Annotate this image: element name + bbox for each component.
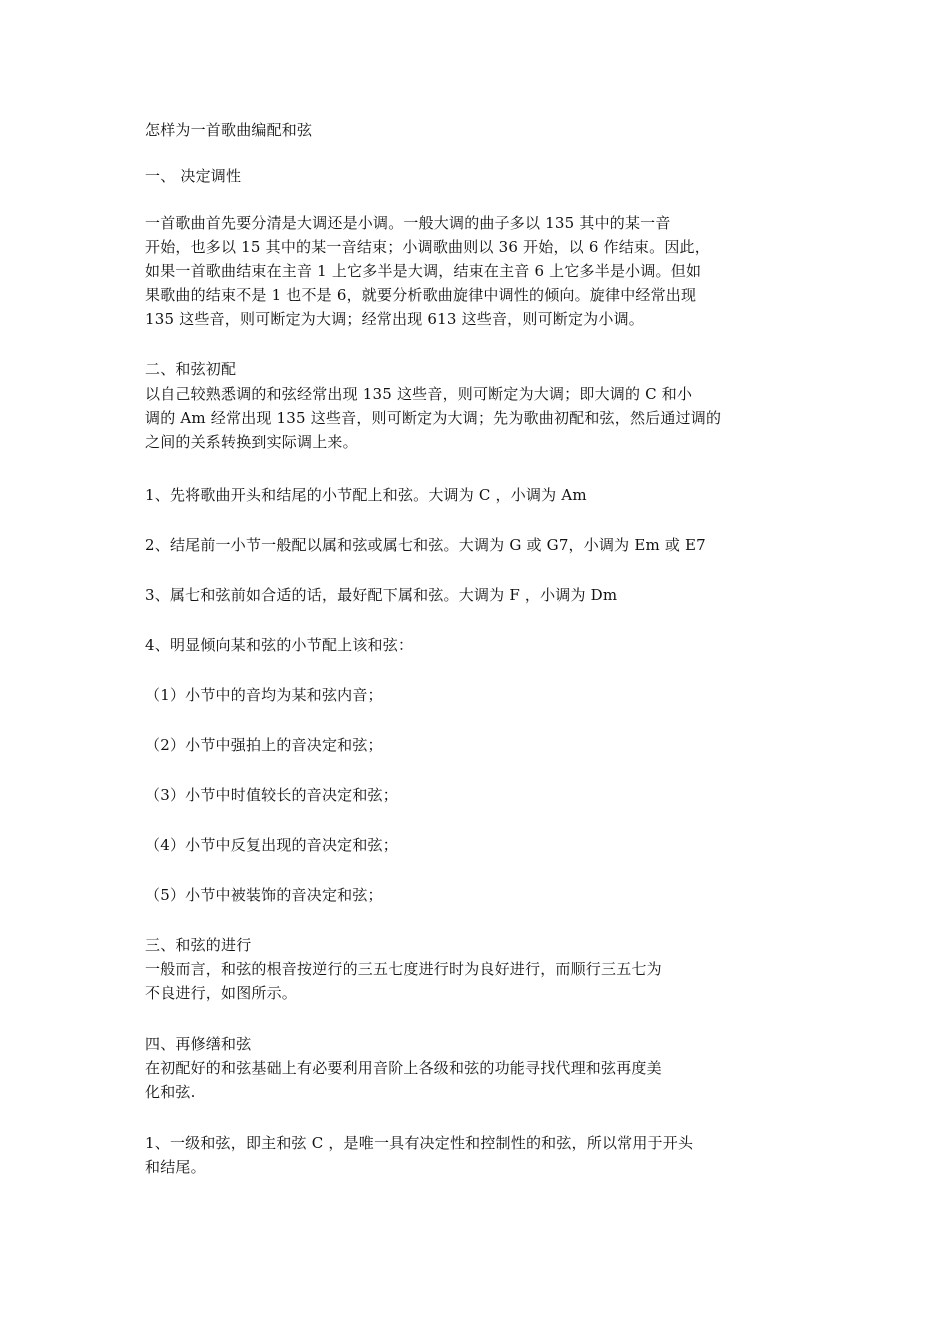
paragraph-line: 不良进行，如图所示。 <box>145 984 298 1002</box>
sub-item: （4）小节中反复出现的音决定和弦； <box>145 836 398 854</box>
section-2-heading: 二、和弦初配 <box>145 360 237 378</box>
section-4-paragraph <box>145 1056 810 1104</box>
sub-item: （1）小节中的音均为某和弦内音； <box>145 686 383 704</box>
section-3-paragraph <box>145 957 810 1005</box>
section-4-heading: 四、再修缮和弦 <box>145 1035 252 1053</box>
paragraph-line: 一般而言，和弦的根音按逆行的三五七度进行时为良好进行，而顺行三五七为 <box>145 960 662 978</box>
section-3-heading: 三、和弦的进行 <box>145 936 252 954</box>
rule-item: 3、属七和弦前如合适的话，最好配下属和弦。大调为 F ，小调为 Dm <box>145 586 618 604</box>
section-1-heading: 一、 决定调性 <box>145 167 242 185</box>
doc-title: 怎样为一首歌曲编配和弦 <box>145 121 313 139</box>
paragraph-line: 调的 Am 经常出现 135 这些音，则可断定为大调；先为歌曲初配和弦，然后通过调的 <box>145 409 722 427</box>
paragraph-line: 以自己较熟悉调的和弦经常出现 135 这些音，则可断定为大调；即大调的 C 和小 <box>145 385 693 403</box>
section-4-item-1 <box>145 1131 810 1179</box>
sub-item: （3）小节中时值较长的音决定和弦； <box>145 786 398 804</box>
sub-item: （5）小节中被装饰的音决定和弦； <box>145 886 383 904</box>
paragraph-line: 之间的关系转换到实际调上来。 <box>145 433 358 451</box>
sub-item: （2）小节中强拍上的音决定和弦； <box>145 736 383 754</box>
paragraph-line: 开始，也多以 15 其中的某一音结束；小调歌曲则以 36 开始，以 6 作结束。因此， <box>145 238 710 256</box>
rule-item: 4、明显倾向某和弦的小节配上该和弦： <box>145 636 414 654</box>
paragraph-line: 化和弦. <box>145 1083 196 1101</box>
paragraph-line: 一首歌曲首先要分清是大调还是小调。一般大调的曲子多以 135 其中的某一音 <box>145 214 671 232</box>
paragraph-line: 135 这些音，则可断定为大调；经常出现 613 这些音，则可断定为小调。 <box>145 310 644 328</box>
paragraph-line: 和结尾。 <box>145 1158 206 1176</box>
rule-item: 1、先将歌曲开头和结尾的小节配上和弦。大调为 C ，小调为 Am <box>145 486 587 504</box>
rule-item: 2、结尾前一小节一般配以属和弦或属七和弦。大调为 G 或 G7，小调为 Em 或 E7 <box>145 536 706 554</box>
paragraph-line: 如果一首歌曲结束在主音 1 上它多半是大调，结束在主音 6 上它多半是小调。但如 <box>145 262 702 280</box>
paragraph-line: 果歌曲的结束不是 1 也不是 6，就要分析歌曲旋律中调性的倾向。旋律中经常出现 <box>145 286 697 304</box>
paragraph-line: 1、一级和弦，即主和弦 C ，是唯一具有决定性和控制性的和弦，所以常用于开头 <box>145 1134 694 1152</box>
section-1-paragraph <box>145 211 810 331</box>
paragraph-line: 在初配好的和弦基础上有必要利用音阶上各级和弦的功能寻找代理和弦再度美 <box>145 1059 662 1077</box>
section-2-paragraph <box>145 382 810 454</box>
